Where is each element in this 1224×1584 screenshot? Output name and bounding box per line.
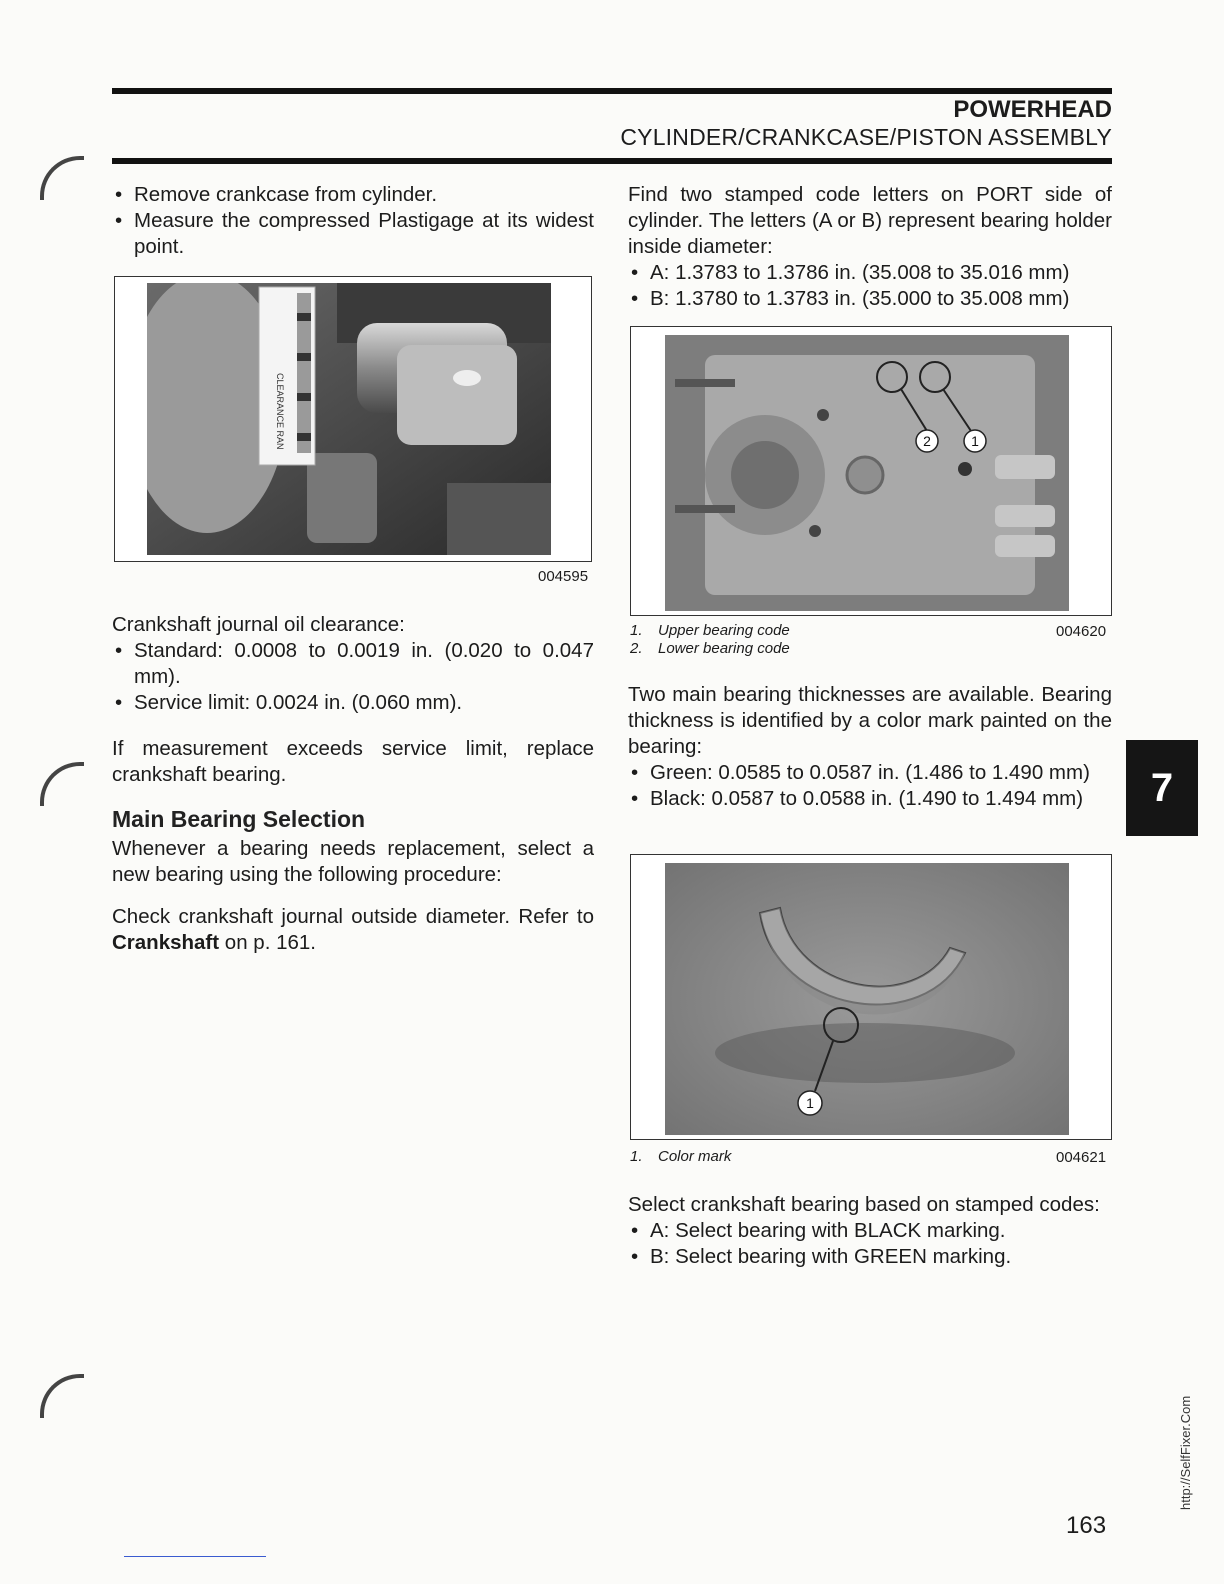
figure-code: 004595 <box>538 568 589 585</box>
thickness-list <box>628 760 1112 812</box>
legend-item: 2. Lower bearing code <box>630 640 790 657</box>
figure-cylinder-codes <box>630 326 1112 616</box>
header-bottom-rule <box>112 158 1112 164</box>
left-column-text <box>112 612 594 956</box>
figure-legend <box>630 622 790 658</box>
footer-line <box>124 1556 266 1557</box>
page-number: 163 <box>1066 1512 1107 1539</box>
scan-corner-mark <box>40 762 84 806</box>
right-column-bottom <box>628 1192 1112 1270</box>
figure-legend <box>630 1148 731 1166</box>
main-bearing-selection-heading: Main Bearing Selection <box>112 806 366 832</box>
list-item: • A: Select bearing with BLACK marking. <box>628 1218 1112 1244</box>
find-codes-text: Find two stamped code letters on PORT side of cylinder. The letters (A or B) represent bearing holder inside diameter: <box>628 183 1112 258</box>
side-url: http://SelfFixer.Com <box>1178 1395 1193 1510</box>
thickness-text: Two main bearing thicknesses are available. Bearing thickness is identified by a color mark painted on the bearing: <box>628 683 1112 758</box>
figure-code: 004621 <box>1056 1149 1107 1166</box>
svg-text:2: 2 <box>923 433 931 449</box>
list-item: • Green: 0.0585 to 0.0587 in. (1.486 to 1.490 mm) <box>628 760 1112 786</box>
scan-corner-mark <box>40 1374 84 1418</box>
plastigage-scale-label <box>259 287 315 465</box>
callout-1 <box>964 430 986 452</box>
list-item: • Black: 0.0587 to 0.0588 in. (1.490 to 1.494 mm) <box>628 786 1112 812</box>
crankshaft-reference: Crankshaft <box>112 931 220 954</box>
check-diameter-text: Check crankshaft journal outside diameter. Refer to Crankshaft on p. 161. <box>112 905 594 954</box>
plastigage-photo <box>147 283 551 555</box>
svg-text:1: 1 <box>971 433 979 449</box>
list-item: • Measure the compressed Plastigage at its widest point. <box>112 208 594 260</box>
right-column-middle <box>628 682 1112 812</box>
list-item: • B: Select bearing with GREEN marking. <box>628 1244 1112 1270</box>
section-title: POWERHEAD <box>953 96 1112 123</box>
diameter-list <box>628 260 1112 312</box>
callout-2 <box>916 430 938 452</box>
list-item: • Service limit: 0.0024 in. (0.060 mm). <box>112 690 594 716</box>
chapter-tab: 7 <box>1126 740 1198 836</box>
header-top-rule <box>112 88 1112 94</box>
svg-text:1: 1 <box>806 1095 814 1111</box>
scan-corner-mark <box>40 156 84 200</box>
figure-plastigage <box>114 276 592 562</box>
list-item: • A: 1.3783 to 1.3786 in. (35.008 to 35.016 mm) <box>628 260 1112 286</box>
exceed-note: If measurement exceeds service limit, replace crankshaft bearing. <box>112 737 594 786</box>
chapter-title: CYLINDER/CRANKCASE/PISTON ASSEMBLY <box>620 124 1112 150</box>
list-item: • Remove crankcase from cylinder. <box>112 182 594 208</box>
legend-item: 1. Upper bearing code <box>630 622 790 639</box>
clearance-intro: Crankshaft journal oil clearance: <box>112 613 405 636</box>
step-list <box>112 182 594 260</box>
clearance-list <box>112 638 594 716</box>
cylinder-photo <box>665 335 1069 611</box>
list-item: • Standard: 0.0008 to 0.0019 in. (0.020 to 0.047 mm). <box>112 638 594 690</box>
callout-1 <box>798 1091 822 1115</box>
list-item: • B: 1.3780 to 1.3783 in. (35.000 to 35.008 mm) <box>628 286 1112 312</box>
select-text: Select crankshaft bearing based on stamped codes: <box>628 1193 1100 1216</box>
left-column <box>112 182 594 260</box>
figure-bearing-color-mark <box>630 854 1112 1140</box>
legend-item: 1. Color mark <box>630 1148 732 1165</box>
scale-label-text: CLEARANCE RAN <box>275 373 285 450</box>
figure-code: 004620 <box>1056 623 1107 640</box>
right-column-top <box>628 182 1112 312</box>
bearing-photo <box>665 863 1069 1135</box>
selection-intro: Whenever a bearing needs replacement, select a new bearing using the following procedure: <box>112 837 594 886</box>
select-list <box>628 1218 1112 1270</box>
